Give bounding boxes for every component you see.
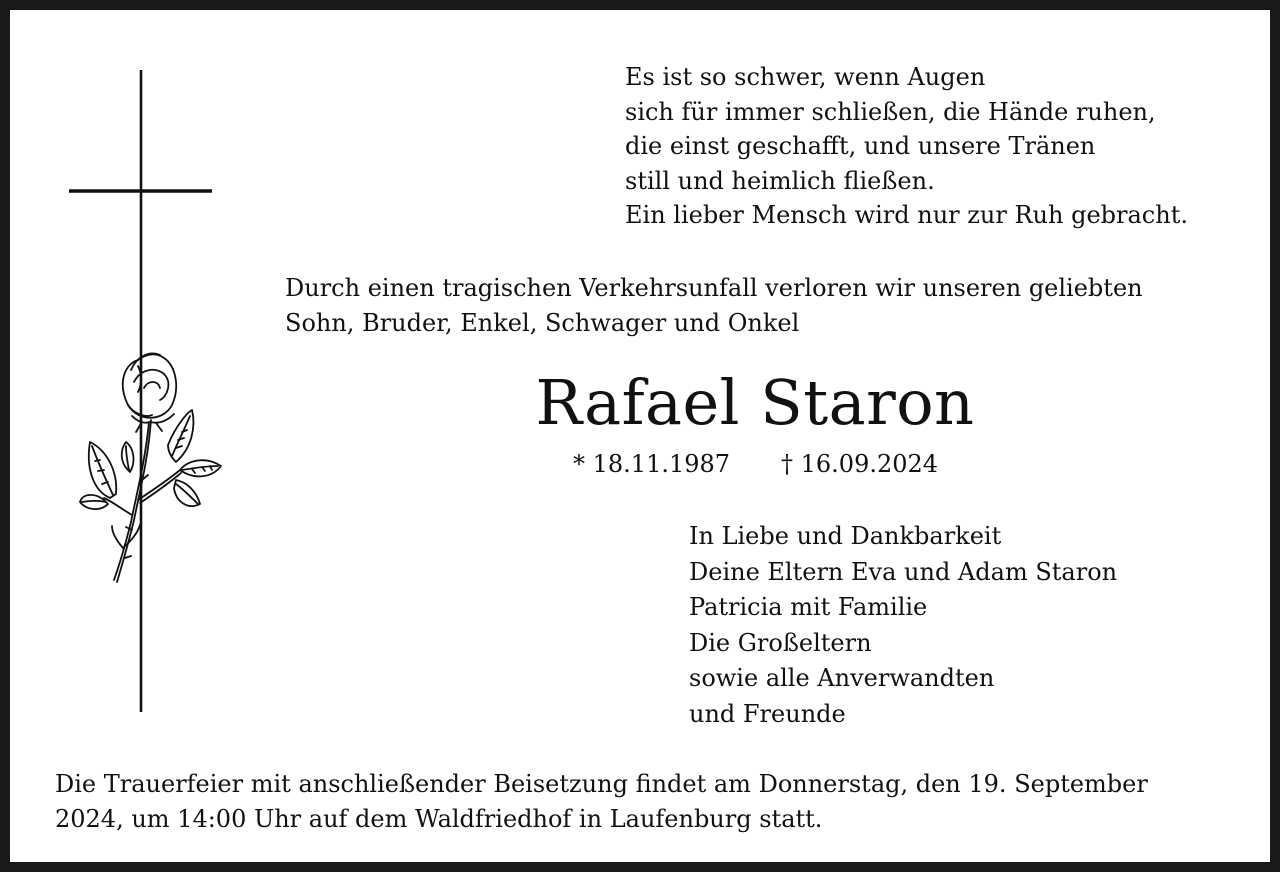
mourner-line: Patricia mit Familie [689, 593, 928, 621]
poem-verse [625, 60, 1188, 233]
mourners-signature [689, 519, 1117, 732]
poem-line: Ein lieber Mensch wird nur zur Ruh gebracht. [625, 201, 1188, 229]
poem-line: still und heimlich fließen. [625, 166, 935, 195]
notice-line: 2024, um 14:00 Uhr auf dem Waldfriedhof in Laufenburg statt. [55, 805, 823, 833]
intro-line: Sohn, Bruder, Enkel, Schwager und Onkel [285, 309, 800, 337]
poem-line: die einst geschafft, und unsere Tränen [625, 132, 1096, 160]
mourner-line: In Liebe und Dankbarkeit [689, 522, 1002, 550]
intro-line: Durch einen tragischen Verkehrsunfall verloren wir unseren geliebten [285, 274, 1143, 302]
deceased-name: Rafael Staron [535, 366, 975, 439]
mourner-line: sowie alle Anverwandten [689, 664, 995, 692]
mourner-line: Deine Eltern Eva und Adam Staron [689, 557, 1118, 586]
obituary-card [10, 10, 1270, 862]
notice-line: Die Trauerfeier mit anschließender Beisetzung findet am Donnerstag, den 19. September [55, 770, 1148, 798]
poem-line: Es ist so schwer, wenn Augen [625, 63, 986, 91]
funeral-notice [55, 767, 1148, 837]
mourner-line: Die Großeltern [689, 628, 872, 657]
birth-date: * 18.11.1987 [573, 450, 731, 478]
mourner-line: und Freunde [689, 699, 846, 728]
death-date: † 16.09.2024 [781, 450, 939, 478]
poem-line: sich für immer schließen, die Hände ruhen, [625, 97, 1156, 126]
announcement-intro [285, 271, 1143, 341]
